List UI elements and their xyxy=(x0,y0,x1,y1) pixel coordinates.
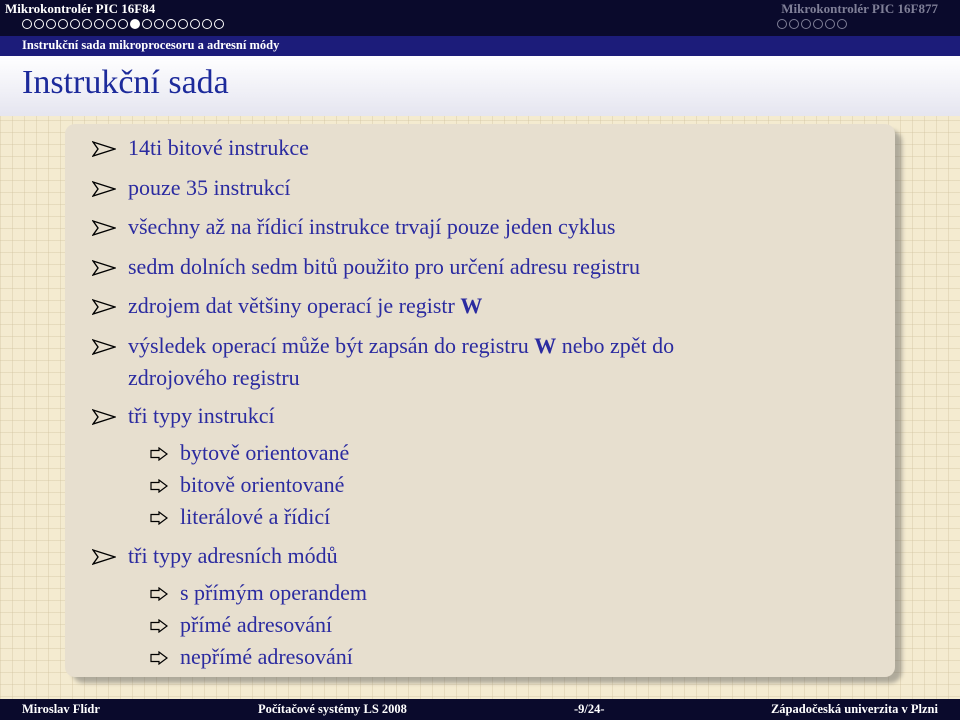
nav-dot[interactable] xyxy=(130,19,140,29)
bullet-arrow-icon xyxy=(92,409,116,425)
item-text: všechny až na řídicí instrukce trvají pouze jeden cyklus xyxy=(128,214,616,239)
nav-dot[interactable] xyxy=(106,19,116,29)
footer-bar xyxy=(0,699,960,720)
item-text xyxy=(128,330,674,362)
nav-dot[interactable] xyxy=(801,19,811,29)
nav-dot[interactable] xyxy=(190,19,200,29)
nav-dot[interactable] xyxy=(837,19,847,29)
nav-dot[interactable] xyxy=(46,19,56,29)
bullet-arrow-icon xyxy=(92,181,116,197)
sub-bullet-arrow-icon xyxy=(150,651,168,665)
item-text-part: výsledek operací může být zapsán do registru xyxy=(128,333,535,358)
sub-item-text: s přímým operandem xyxy=(180,580,367,605)
bullet-arrow-icon xyxy=(92,299,116,315)
item-text xyxy=(128,290,482,322)
nav-dot[interactable] xyxy=(34,19,44,29)
frame-title: Instrukční sada xyxy=(22,64,229,101)
nav-dot[interactable] xyxy=(166,19,176,29)
item-text: 14ti bitové instrukce xyxy=(128,135,309,160)
subsection-bar xyxy=(0,36,960,56)
nav-dots-right xyxy=(777,19,847,31)
sub-bullet-arrow-icon xyxy=(150,479,168,493)
register-w: W xyxy=(460,293,483,318)
footer-course: Počítačové systémy LS 2008 xyxy=(258,702,407,716)
bullet-arrow-icon xyxy=(92,141,116,157)
nav-dot[interactable] xyxy=(70,19,80,29)
bullet-arrow-icon xyxy=(92,549,116,565)
bullet-arrow-icon xyxy=(92,260,116,276)
footer-university: Západočeská univerzita v Plzni xyxy=(770,702,938,716)
nav-dot[interactable] xyxy=(178,19,188,29)
bullet-arrow-icon xyxy=(92,220,116,236)
content-box xyxy=(65,124,895,677)
sub-item-text: přímé adresování xyxy=(180,612,333,637)
section-nav-right[interactable] xyxy=(480,0,960,36)
item-text: sedm dolních sedm bitů použito pro určení adresu registru xyxy=(128,254,640,279)
item-text: pouze 35 instrukcí xyxy=(128,175,291,200)
item-text-part: zdrojem dat většiny operací je registr xyxy=(128,293,461,318)
register-w: W xyxy=(534,333,557,358)
sub-bullet-arrow-icon xyxy=(150,511,168,525)
header-bar xyxy=(0,0,960,36)
section-title-pic16f84[interactable]: Mikrokontrolér PIC 16F84 xyxy=(5,1,156,16)
nav-dot[interactable] xyxy=(118,19,128,29)
nav-dot[interactable] xyxy=(777,19,787,29)
nav-dots-left xyxy=(22,19,224,31)
nav-dot[interactable] xyxy=(214,19,224,29)
nav-dot[interactable] xyxy=(142,19,152,29)
nav-dot[interactable] xyxy=(154,19,164,29)
item-text: tři typy instrukcí xyxy=(128,403,275,428)
nav-dot[interactable] xyxy=(82,19,92,29)
frame-title-bar xyxy=(0,56,960,116)
sub-item-text: nepřímé adresování xyxy=(180,644,353,669)
section-nav-left[interactable] xyxy=(0,0,480,36)
sub-bullet-arrow-icon xyxy=(150,587,168,601)
nav-dot[interactable] xyxy=(22,19,32,29)
sub-bullet-arrow-icon xyxy=(150,619,168,633)
section-title-pic16f877[interactable]: Mikrokontrolér PIC 16F877 xyxy=(781,1,938,16)
bullet-arrow-icon xyxy=(92,339,116,355)
nav-dot[interactable] xyxy=(813,19,823,29)
nav-dot[interactable] xyxy=(789,19,799,29)
sub-item-text: bytově orientované xyxy=(180,440,350,465)
item-text: tři typy adresních módů xyxy=(128,543,338,568)
sub-item-text: bitově orientované xyxy=(180,472,345,497)
item-text-part: nebo zpět do xyxy=(556,333,675,358)
footer-author: Miroslav Flídr xyxy=(22,702,100,716)
nav-dot[interactable] xyxy=(825,19,835,29)
sub-bullet-arrow-icon xyxy=(150,447,168,461)
footer-page-number: -9/24- xyxy=(574,702,605,716)
nav-dot[interactable] xyxy=(94,19,104,29)
nav-dot[interactable] xyxy=(202,19,212,29)
subsection-title[interactable]: Instrukční sada mikroprocesoru a adresní módy xyxy=(22,38,280,52)
item-text-line2: zdrojového registru xyxy=(128,365,300,390)
nav-dot[interactable] xyxy=(58,19,68,29)
sub-item-text: literálové a řídicí xyxy=(180,504,331,529)
